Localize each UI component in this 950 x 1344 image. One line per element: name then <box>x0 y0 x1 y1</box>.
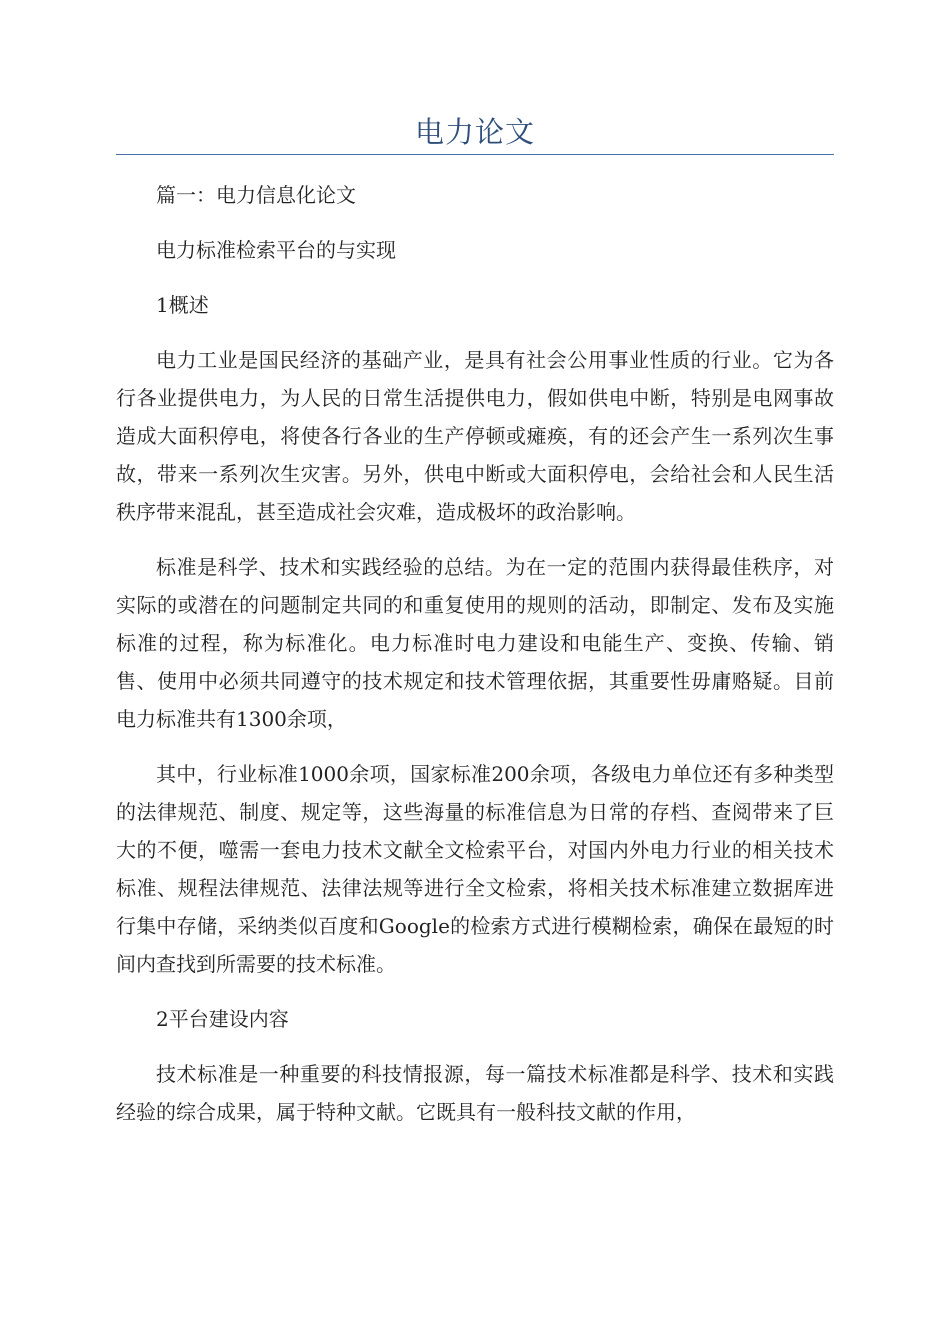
section-heading: 篇一：电力信息化论文 <box>156 183 356 207</box>
paragraph: 技术标准是一种重要的科技情报源，每一篇技术标准都是科学、技术和实践经验的综合成果，属于特种文献。它既具有一般科技文献的作用， <box>116 1062 834 1124</box>
subtitle: 电力标准检索平台的与实现 <box>156 238 396 262</box>
paragraph: 电力工业是国民经济的基础产业，是具有社会公用事业性质的行业。它为各行各业提供电力，为人民的日常生活提供电力，假如供电中断，特别是电网事故造成大面积停电，将使各行各业的生产停顿或瘫痪，有的还会产生一系列次生事故，带来一系列次生灾害。另外，供电中断或大面积停电，会给社会和人民生活秩序带来混乱，甚至造成社会灾难，造成极坏的政治影响。 <box>116 348 834 524</box>
section-heading: 2平台建设内容 <box>156 1007 289 1031</box>
document-body <box>116 176 834 1148</box>
section-heading: 1概述 <box>156 293 209 317</box>
paragraph: 其中，行业标准1000余项，国家标准200余项，各级电力单位还有多种类型的法律规范、制度、规定等，这些海量的标准信息为日常的存档、查阅带来了巨大的不便，噬需一套电力技术文献全文检索平台，对国内外电力行业的相关技术标准、规程法律规范、法律法规等进行全文检索，将相关技术标准建立数据库进行集中存储，采纳类似百度和Google的检索方式进行模糊检索，确保在最短的时间内查找到所需要的技术标准。 <box>116 762 834 976</box>
document-title: 电力论文 <box>414 115 535 149</box>
title-underline <box>116 154 834 155</box>
paragraph: 标准是科学、技术和实践经验的总结。为在一定的范围内获得最佳秩序，对实际的或潜在的问题制定共同的和重复使用的规则的活动，即制定、发布及实施标准的过程，称为标准化。电力标准时电力建设和电能生产、变换、传输、销售、使用中必须共同遵守的技术规定和技术管理依据，其重要性毋庸赂疑。目前电力标准共有1300余项， <box>116 555 834 731</box>
